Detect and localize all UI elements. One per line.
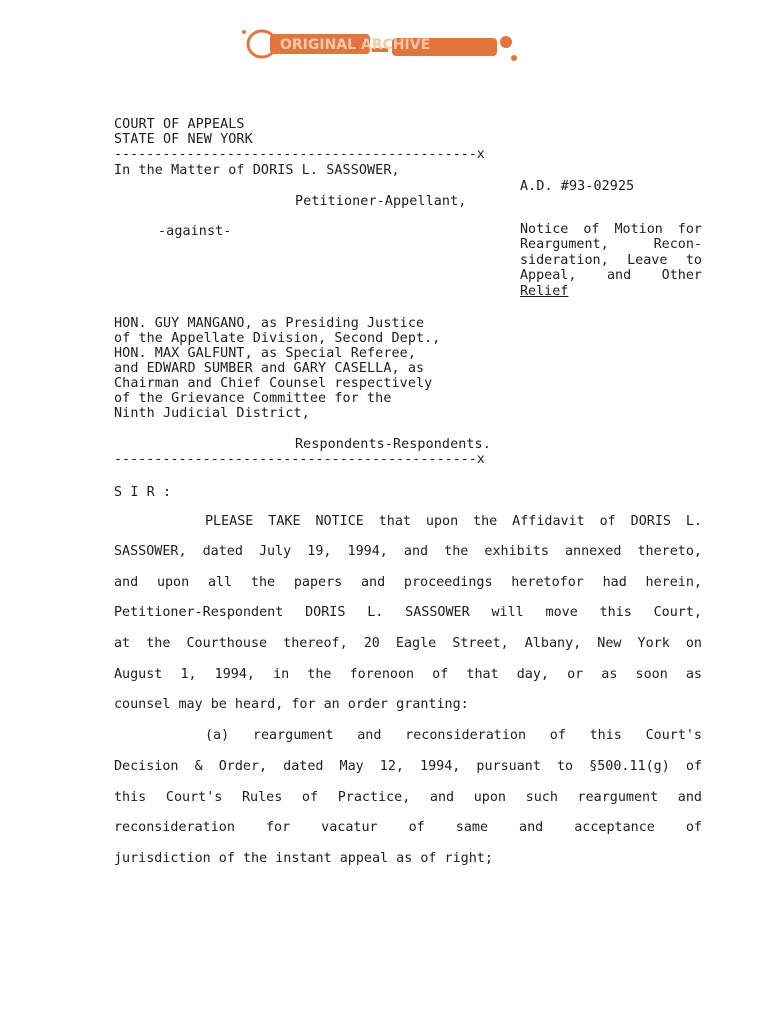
respondent-line: HON. GUY MANGANO, as Presiding Justice [114, 316, 425, 331]
body-line: and upon all the papers and proceedings heretofor had herein, [114, 575, 702, 590]
respondent-line: of the Grievance Committee for the [114, 391, 392, 406]
court-name: COURT OF APPEALS [114, 117, 245, 132]
ad-number: A.D. #93-02925 [520, 179, 635, 194]
motion-title-line: Reargument, Recon- [520, 237, 702, 253]
respondent-line: Chairman and Chief Counsel respectively [114, 376, 433, 391]
respondent-line: of the Appellate Division, Second Dept., [114, 331, 441, 346]
body-line: Petitioner-Respondent DORIS L. SASSOWER will move this Court, [114, 605, 702, 620]
respondent-line: Ninth Judicial District, [114, 406, 310, 421]
caption-separator-bottom: ---------------------------------------------x [114, 455, 485, 465]
motion-title-line: Notice of Motion for [520, 222, 702, 237]
body-line: this Court's Rules of Practice, and upon such reargument and [114, 790, 702, 805]
respondent-role: Respondents-Respondents. [295, 437, 491, 452]
stamp-graphic [232, 22, 527, 72]
body-line: (a) reargument and reconsideration of this Court's [205, 728, 702, 743]
caption-separator-top: ---------------------------------------------x [114, 150, 485, 160]
motion-title-line: Appeal, and Other [520, 268, 702, 284]
body-line: at the Courthouse thereof, 20 Eagle Street, Albany, New York on [114, 636, 702, 651]
stamp-text: ORIGINAL ARCHIVE [280, 37, 431, 53]
salutation: S I R : [114, 485, 172, 500]
petitioner-role: Petitioner-Appellant, [295, 194, 467, 209]
body-line: reconsideration for vacatur of same and acceptance of [114, 820, 702, 835]
against-label: -against- [158, 224, 232, 239]
body-line: counsel may be heard, for an order granting: [114, 697, 469, 712]
respondent-line: and EDWARD SUMBER and GARY CASELLA, as [114, 361, 425, 376]
body-line: August 1, 1994, in the forenoon of that day, or as soon as [114, 667, 702, 682]
motion-title [520, 222, 702, 299]
body-line: Decision & Order, dated May 12, 1994, pursuant to §500.11(g) of [114, 759, 702, 774]
court-state: STATE OF NEW YORK [114, 132, 253, 147]
respondent-line: HON. MAX GALFUNT, as Special Referee, [114, 346, 416, 361]
body-line: jurisdiction of the instant appeal as of right; [114, 851, 493, 866]
body-line: SASSOWER, dated July 19, 1994, and the exhibits annexed thereto, [114, 544, 702, 559]
body-line: PLEASE TAKE NOTICE that upon the Affidavit of DORIS L. [205, 514, 702, 529]
matter-line: In the Matter of DORIS L. SASSOWER, [114, 163, 400, 178]
archive-stamp [232, 22, 527, 72]
motion-title-last: Relief [520, 283, 569, 299]
motion-title-line: sideration, Leave to [520, 252, 702, 268]
